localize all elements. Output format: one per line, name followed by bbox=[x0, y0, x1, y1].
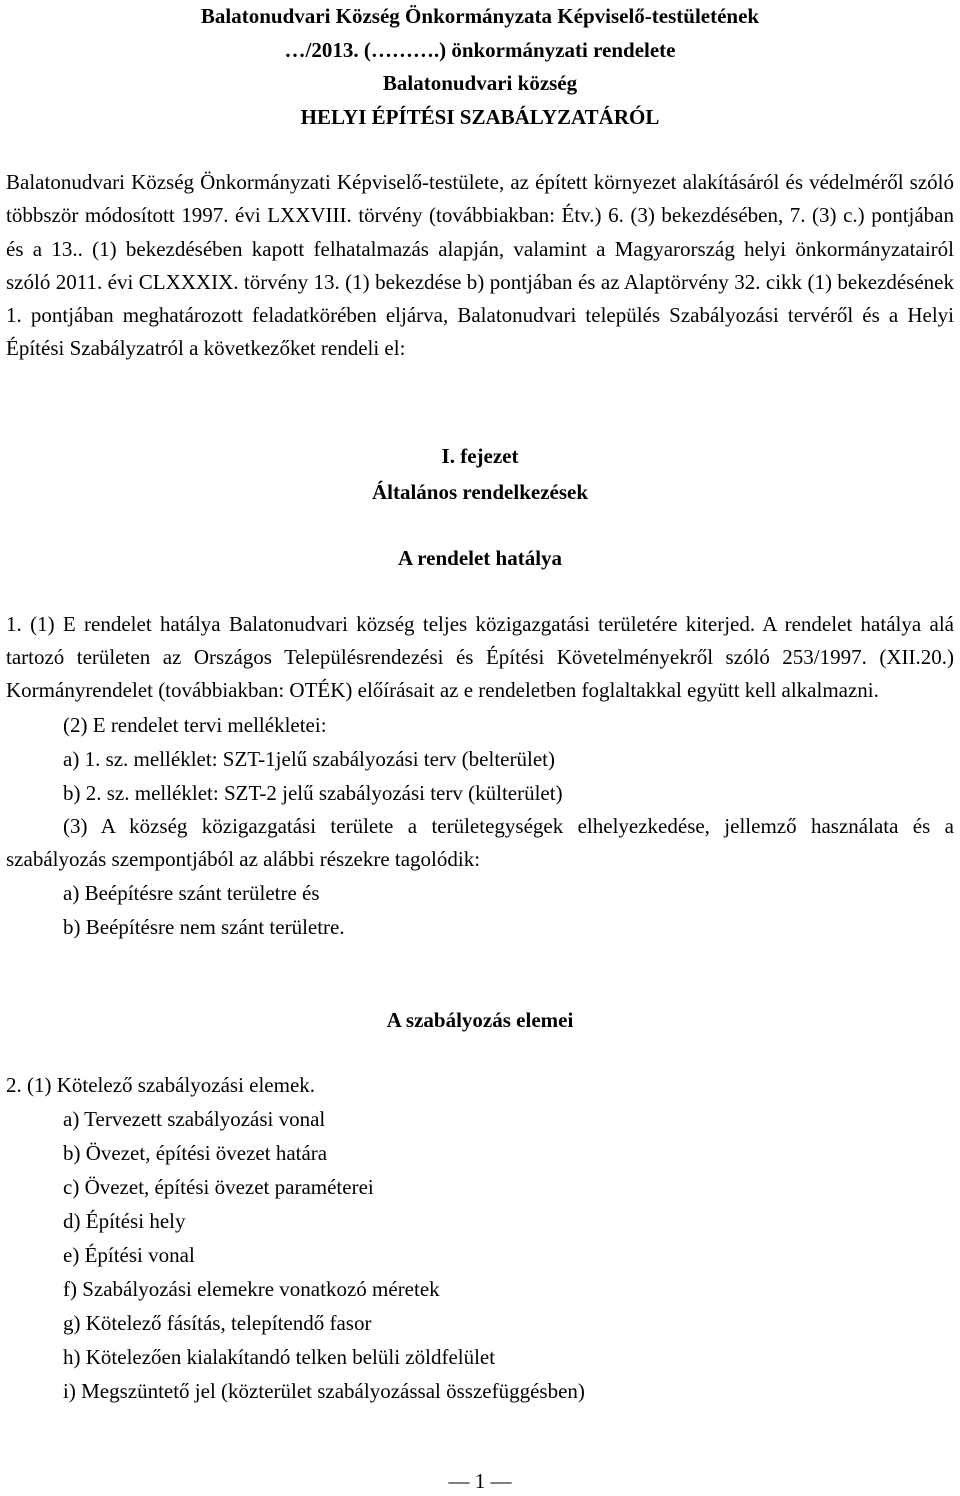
chapter-number: I. fejezet bbox=[441, 443, 519, 468]
page-number: — 1 — bbox=[448, 1469, 512, 1493]
section1-annex-a: a) 1. sz. melléklet: SZT-1jelű szabályozási terv (belterület) bbox=[63, 746, 555, 771]
list-item: i) Megszüntető jel (közterület szabályozással összefüggésben) bbox=[63, 1379, 585, 1404]
section1-part-a: a) Beépítésre szánt területre és bbox=[63, 881, 320, 906]
preamble: Balatonudvari Község Önkormányzati Képviselő-testülete, az épített környezet alakításáról és védelméről szóló többször módosított 1997. évi LXXVIII. törvény (továbbiakban: Étv.) 6. (3) bekezdésében, 7. (3) c.) pontjában és a 13.. (1) bekezdésében kapott felhatalmazás alapján, valamint a Magyarország helyi önkormányzatairól szóló 2011. évi CLXXXIX. törvény 13. (1) bekezdése b) pontjában és az Alaptörvény 32. cikk (1) bekezdésének 1. pontjában meghatározott feladatkörében eljárva, Balatonudvari település Szabályozási tervéről és a Helyi Építési Szabályzatról a következőket rendeli el: bbox=[6, 170, 954, 361]
header-line-3: Balatonudvari község bbox=[382, 71, 578, 95]
list-item: e) Építési vonal bbox=[63, 1243, 195, 1268]
list-item: b) Övezet, építési övezet határa bbox=[63, 1141, 328, 1166]
document-page bbox=[6, 0, 954, 1493]
header-line-1: Balatonudvari Község Önkormányzata Képviselő-testületének bbox=[200, 4, 760, 28]
section2-title: A szabályozás elemei bbox=[386, 1008, 574, 1033]
chapter-title: Általános rendelkezések bbox=[371, 479, 589, 504]
list-item: a) Tervezett szabályozási vonal bbox=[63, 1107, 326, 1132]
list-item: h) Kötelezően kialakítandó telken belüli zöldfelület bbox=[63, 1345, 496, 1370]
section1-para1: 1. (1) E rendelet hatálya Balatonudvari község teljes közigazgatási területére kiterjed. A rendelet hatálya alá tartozó területen az Országos Településrendezési és Építési Követelményekről szóló 253/1997. (XII.20.) Kormányrendelet (továbbiakban: OTÉK) előírásait az e rendeletben foglaltakkal együtt kell alkalmazni. bbox=[6, 611, 954, 703]
section1-part-b: b) Beépítésre nem szánt területre. bbox=[63, 915, 345, 940]
section2-lead: 2. (1) Kötelező szabályozási elemek. bbox=[6, 1073, 316, 1098]
section1-title: A rendelet hatálya bbox=[397, 545, 563, 570]
section2-list bbox=[6, 1102, 954, 1408]
list-item: c) Övezet, építési övezet paraméterei bbox=[63, 1175, 374, 1200]
section1-annex-b: b) 2. sz. melléklet: SZT-2 jelű szabályozási terv (külterület) bbox=[63, 780, 563, 805]
header-line-2: …/2013. (……….) önkormányzati rendelete bbox=[284, 37, 676, 62]
list-item: g) Kötelező fásítás, telepítendő fasor bbox=[63, 1311, 372, 1336]
list-item: f) Szabályozási elemekre vonatkozó méretek bbox=[63, 1277, 440, 1302]
header-line-4: HELYI ÉPÍTÉSI SZABÁLYZATÁRÓL bbox=[300, 104, 660, 129]
section1-para3: (3) A község közigazgatási területe a területegységek elhelyezkedése, jellemző használata és a szabályozás szempontjából az alábbi részekre tagolódik: bbox=[6, 813, 954, 871]
section1-para2: (2) E rendelet tervi mellékletei: bbox=[63, 712, 327, 737]
list-item: d) Építési hely bbox=[63, 1209, 186, 1234]
